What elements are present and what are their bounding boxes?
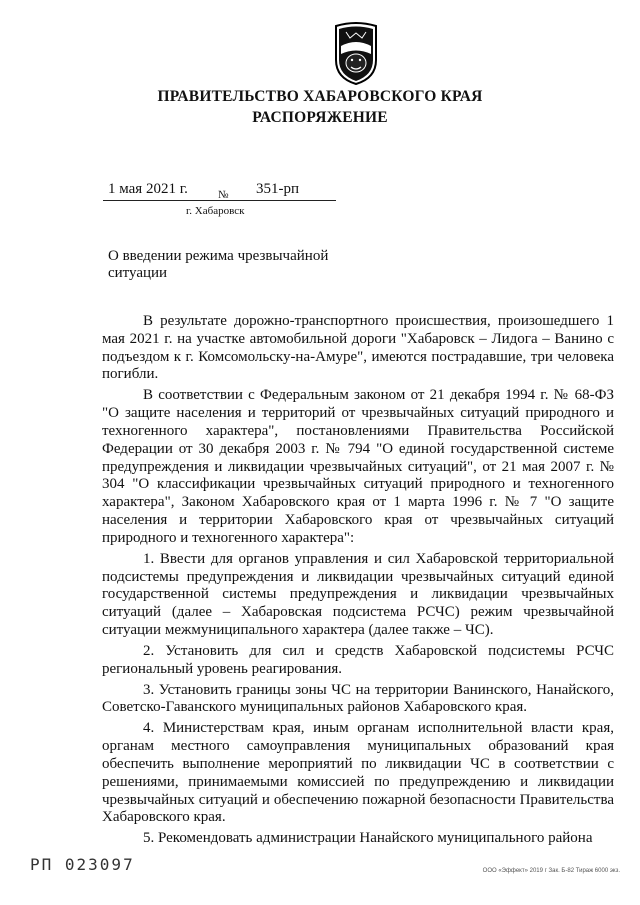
paragraph-item-2: 2. Установить для сил и средств Хабаровской подсистемы РСЧС региональный уровень реагирования. [102,642,614,677]
paragraph-item-5: 5. Рекомендовать администрации Нанайского муниципального района [143,830,593,847]
government-title: ПРАВИТЕЛЬСТВО ХАБАРОВСКОГО КРАЯ [157,88,483,105]
city-label: г. Хабаровск [186,205,245,217]
coat-of-arms-icon [332,20,380,86]
paragraph-item-3: 3. Установить границы зоны ЧС на территории Ванинского, Нанайского, Советско-Гаванского муниципальных районов Хабаровского края. [102,681,614,716]
paragraph-legal-basis: В соответствии с Федеральным законом от 21 декабря 1994 г. № 68-ФЗ "О защите населения и территорий от чрезвычайных ситуаций природного и техногенного характера", постановлениями Правительства Российской Федерации от 30 декабря 2003 г. № 794 "О единой государственной системе предупреждения и ликвидации чрезвычайных ситуаций", от 21 мая 2007 г. № 304 "О классификации чрезвычайных ситуаций природного и техногенного характера", Законом Хабаровского края от 1 марта 1996 г. № 7 "О защите населения и территории Хабаровского края от чрезвычайных ситуаций природного и техногенного характера": [102,387,614,546]
document-subject: О введении режима чрезвычайной ситуации [108,248,329,281]
paragraph-item-1: 1. Ввести для органов управления и сил Хабаровской территориальной подсистемы предупреждения и ликвидации чрезвычайных ситуаций единой государственной системы предупреждения и ликвидации чрезвычайных ситуаций (далее – Хабаровская подсистема РСЧС) режим чрезвычайной ситуации межмуниципального характера (далее также – ЧС). [102,550,614,638]
print-info: ООО «Эффект» 2019 г Зак. Б-82 Тираж 6000 экз. [482,868,620,874]
document-type: РАСПОРЯЖЕНИЕ [252,109,388,126]
document-number: 351-рп [256,181,300,197]
form-code: РП 023097 [30,855,135,874]
paragraph-item-4: 4. Министерствам края, иным органам исполнительной власти края, органам местного самоуправления муниципальных образований края обеспечить выполнение мероприятий по ликвидации ЧС в соответствии с решениями, принимаемыми комиссией по предупреждению и ликвидации чрезвычайных ситуаций и обеспечению пожарной безопасности Правительства Хабаровского края. [102,720,614,826]
document-body [102,313,614,851]
document-date: 1 мая 2021 г. [108,181,188,197]
number-label: № [218,189,229,201]
date-underline [103,200,336,201]
paragraph-incident: В результате дорожно-транспортного происшествия, произошедшего 1 мая 2021 г. на участке автомобильной дороги "Хабаровск – Лидога – Ванино с подъездом к г. Комсомольску-на-Амуре", имеются пострадавшие, три человека погибли. [102,313,614,383]
